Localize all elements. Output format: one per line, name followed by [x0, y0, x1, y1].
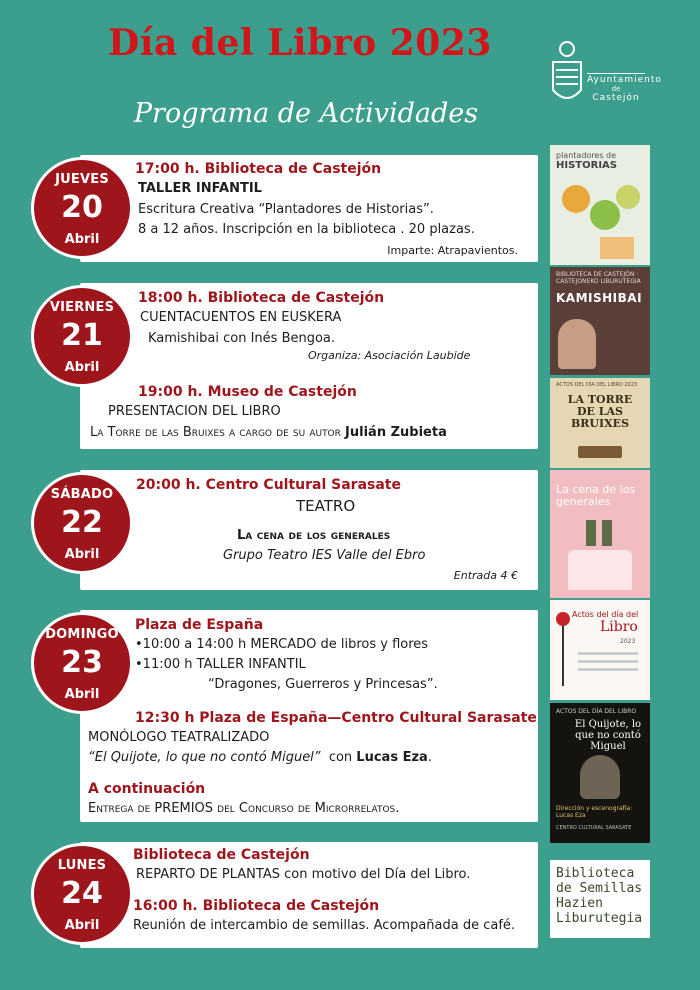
event-description: REPARTO DE PLANTAS con motivo del Día del Libro. — [136, 867, 471, 882]
day-number: 23 — [61, 645, 103, 680]
date-badge-22 — [31, 472, 133, 574]
play-title: La cena de los generales — [237, 528, 391, 543]
portrait-illustration — [558, 319, 596, 369]
poster-title: LA TORRE DE LAS BRUIXES — [567, 393, 633, 430]
event-card-saturday — [80, 470, 538, 590]
hand-illustration — [600, 237, 634, 259]
poster-plantadores — [550, 145, 650, 265]
event-card-thursday — [80, 155, 538, 262]
poster-title: KAMISHIBAI — [556, 291, 643, 305]
stem-illustration — [562, 626, 564, 686]
coat-of-arms-icon — [545, 40, 585, 115]
event-description: Escritura Creativa “Plantadores de Historias”. — [138, 202, 434, 217]
poster-top-text: plantadores de — [556, 151, 617, 160]
actor-name: Lucas Eza — [356, 750, 428, 765]
actor-illustration — [580, 755, 620, 799]
poster-torre-bruixes — [550, 378, 650, 468]
event-name: CUENTACUENTOS EN EUSKERA — [140, 310, 342, 325]
date-badge-20 — [31, 157, 133, 259]
theater-group: Grupo Teatro IES Valle del Ebro — [223, 548, 426, 563]
logo-line2: de — [611, 85, 621, 93]
date-badge-24 — [31, 843, 133, 945]
cake-illustration — [568, 550, 632, 590]
monologue-title: “El Quijote, lo que no contó Miguel” — [88, 750, 321, 765]
date-badge-21 — [31, 285, 133, 387]
book-illustration — [578, 446, 622, 458]
monologue-name: MONÓLOGO TEATRALIZADO — [88, 730, 270, 745]
month: Abril — [64, 918, 100, 933]
program-subtitle: Programa de Actividades — [133, 98, 479, 129]
event-name: TEATRO — [296, 497, 356, 515]
weekday: LUNES — [57, 858, 107, 873]
entry-price: Entrada 4 € — [453, 569, 518, 582]
poster-line2: de Semillas — [556, 881, 643, 896]
month: Abril — [64, 360, 100, 375]
weekday: DOMINGO — [45, 627, 119, 642]
poster-quijote — [550, 703, 650, 843]
author-name: Julián Zubieta — [345, 425, 447, 440]
poster-year: 2023 — [620, 638, 636, 645]
month: Abril — [64, 232, 100, 247]
weekday: VIERNES — [49, 300, 115, 315]
poster-kamishibai — [550, 267, 650, 375]
weekday: SÁBADO — [50, 487, 114, 502]
event-card-friday — [80, 283, 538, 449]
logo-line3: Castejón — [592, 93, 640, 103]
workshop-title: “Dragones, Guerreros y Princesas”. — [208, 677, 438, 692]
figure-illustration — [586, 520, 596, 546]
event-name-2: PRESENTACION DEL LIBRO — [108, 404, 281, 419]
day-number: 20 — [61, 190, 103, 225]
event-organizer: Organiza: Asociación Laubide — [308, 349, 471, 362]
text-line — [578, 652, 638, 655]
tree-icon — [590, 200, 620, 230]
awards-text: Entrega de PREMIOS del Concurso de Microrrelatos. — [88, 801, 400, 816]
poster-top-text: ACTOS DEL DÍA DEL LIBRO 2023 — [556, 382, 638, 388]
market-item: •10:00 a 14:00 h MERCADO de libros y flores — [135, 637, 429, 652]
event-time-place: 18:00 h. Biblioteca de Castejón — [138, 290, 385, 306]
rose-icon — [556, 612, 570, 626]
day-number: 22 — [61, 505, 103, 540]
event-card-monday — [80, 842, 538, 948]
poster-top-text: BIBLIOTECA DE CASTEJÓN · CASTEJONEKO LIBURUTEGIA — [556, 271, 641, 285]
poster-title: La cena de los generales — [556, 483, 636, 508]
poster-top-text: Actos del día del — [572, 610, 639, 619]
connector-text: con — [328, 750, 353, 765]
poster-title: Libro — [600, 619, 638, 635]
event-time-place-2: 12:30 h Plaza de España—Centro Cultural Sarasate — [135, 710, 537, 726]
poster-line3: Hazien — [556, 896, 603, 911]
poster-biblioteca-semillas — [550, 860, 650, 938]
poster-line1: Biblioteca — [556, 866, 635, 881]
workshop-item: •11:00 h TALLER INFANTIL — [135, 657, 306, 672]
event-name: TALLER INFANTIL — [138, 181, 262, 196]
event-time-place-2: 19:00 h. Museo de Castejón — [138, 384, 357, 400]
event-card-sunday — [80, 610, 538, 822]
tree-icon — [562, 185, 590, 213]
event-note: Imparte: Atrapavientos. — [387, 244, 518, 257]
logo-line1: Ayuntamiento — [587, 75, 662, 85]
figure-illustration — [602, 520, 612, 546]
poster-top-text: ACTOS DEL DÍA DEL LIBRO — [556, 708, 637, 715]
text-line — [578, 668, 638, 671]
weekday: JUEVES — [55, 172, 109, 187]
book-presentation-text: La Torre de las Bruixes a cargo de su autor — [90, 425, 341, 440]
event-description: Kamishibai con Inés Bengoa. — [148, 331, 336, 346]
event-place: Biblioteca de Castejón — [133, 847, 310, 863]
poster-line4: Liburutegia — [556, 911, 643, 926]
tree-icon — [616, 185, 640, 209]
logo-text — [587, 73, 662, 103]
event-details: 8 a 12 años. Inscripción en la biblioteca . 20 plazas. — [138, 222, 475, 237]
town-hall-logo — [545, 40, 662, 115]
event-time-place: 17:00 h. Biblioteca de Castejón — [135, 161, 382, 177]
poster-title: HISTORIAS — [556, 160, 617, 171]
monologue-description — [88, 750, 432, 765]
day-number: 24 — [61, 876, 103, 911]
poster-title: El Quijote, lo que no contó Miguel — [574, 719, 642, 752]
followup-heading: A continuación — [88, 781, 206, 797]
event-title: Día del Libro 2023 — [108, 22, 492, 64]
event-place: Plaza de España — [135, 617, 264, 633]
event-description-2: Reunión de intercambio de semillas. Acompañada de café. — [133, 918, 516, 933]
event-description-2 — [90, 425, 447, 440]
poster-actos-libro — [550, 600, 650, 700]
month: Abril — [64, 547, 100, 562]
event-time-place: 20:00 h. Centro Cultural Sarasate — [136, 477, 401, 493]
month: Abril — [64, 687, 100, 702]
date-badge-23 — [31, 612, 133, 714]
text-line — [578, 660, 638, 663]
poster-credit: Dirección y escenografía: Lucas Eza — [556, 805, 633, 819]
event-time-place-2: 16:00 h. Biblioteca de Castejón — [133, 898, 380, 914]
poster-venue: CENTRO CULTURAL SARASATE — [556, 825, 632, 831]
period: . — [427, 750, 432, 765]
day-number: 21 — [61, 318, 103, 353]
poster-cena-generales — [550, 470, 650, 598]
